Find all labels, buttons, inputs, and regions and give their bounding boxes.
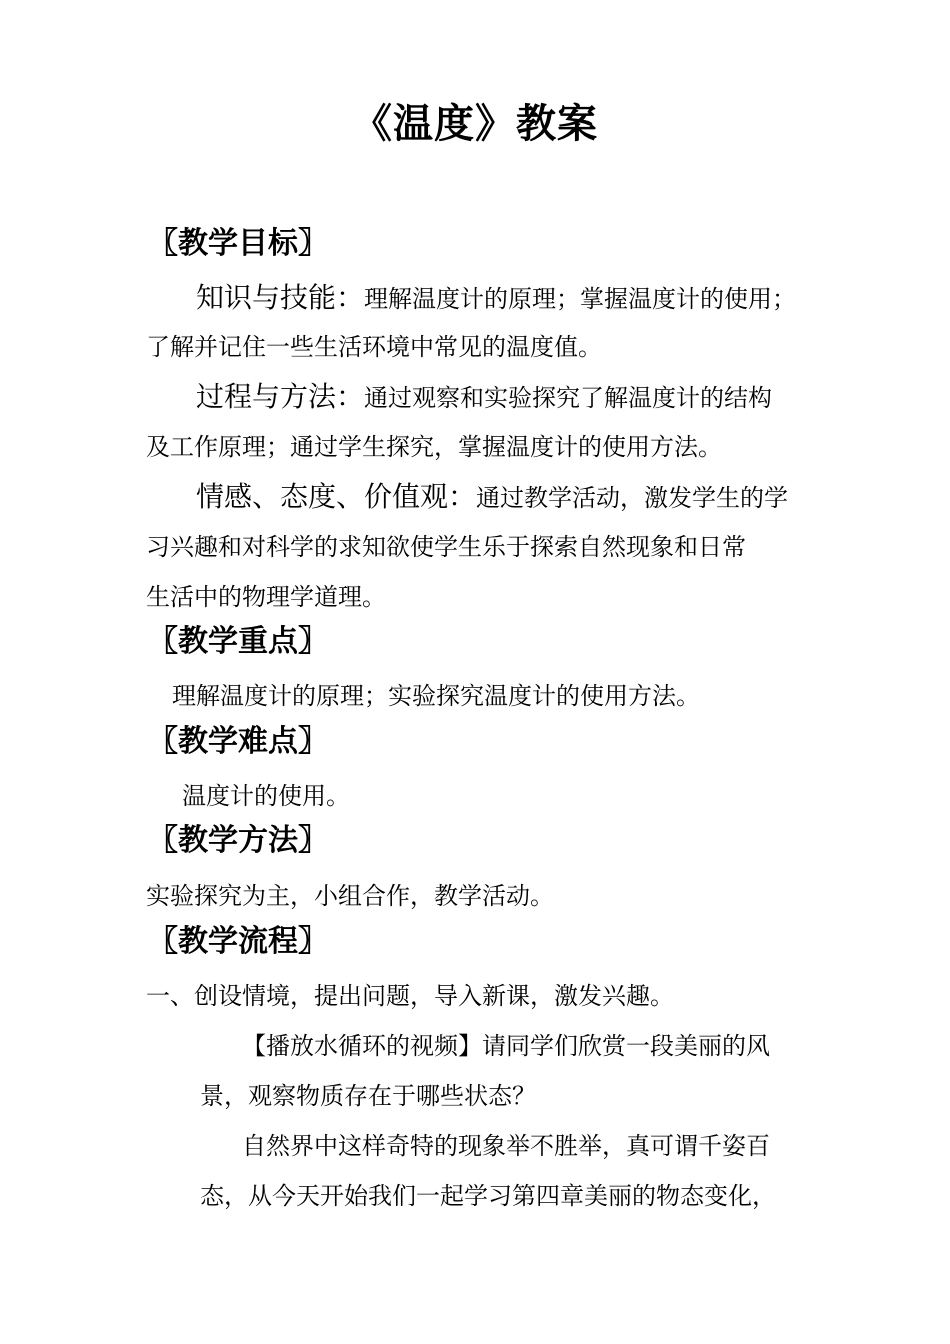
- document-title: 《温度》教案: [352, 101, 598, 147]
- difficulties-text: 温度计的使用。: [182, 782, 350, 810]
- emotion-line-2: 习兴趣和对科学的求知欲使学生乐于探索自然现象和日常: [146, 533, 746, 561]
- methods-text: 实验探究为主，小组合作，教学活动。: [146, 882, 554, 910]
- knowledge-label: 知识与技能：: [196, 281, 365, 314]
- process-paragraph-1-line-1: 【播放水循环的视频】请同学们欣赏一段美丽的风: [242, 1032, 770, 1060]
- knowledge-line-2: 了解并记住一些生活环境中常见的温度值。: [146, 333, 602, 361]
- process-step-1: 一、创设情境，提出问题，导入新课，激发兴趣。: [146, 982, 674, 1010]
- process-paragraph-2-line-2: 态，从今天开始我们一起学习第四章美丽的物态变化，: [200, 1182, 776, 1210]
- key-points-heading: 〖教学重点〗: [148, 624, 328, 659]
- difficulties-heading: 〖教学难点〗: [148, 724, 328, 759]
- process-heading: 〖教学流程〗: [148, 924, 328, 959]
- process-text-1: 通过观察和实验探究了解温度计的结构: [364, 384, 773, 412]
- process-line-2: 及工作原理；通过学生探究，掌握温度计的使用方法。: [146, 433, 722, 461]
- process-label: 过程与方法：: [196, 380, 365, 413]
- key-points-text: 理解温度计的原理；实验探究温度计的使用方法。: [172, 682, 700, 710]
- knowledge-text-1: 理解温度计的原理；掌握温度计的使用；: [364, 285, 797, 313]
- emotion-line-3: 生活中的物理学道理。: [146, 583, 386, 611]
- emotion-line-1: [196, 475, 788, 515]
- objectives-heading: 〖教学目标〗: [148, 226, 328, 261]
- methods-heading: 〖教学方法〗: [148, 823, 328, 858]
- knowledge-line-1: [196, 276, 796, 316]
- process-paragraph-1-line-2: 景，观察物质存在于哪些状态？: [200, 1082, 536, 1110]
- emotion-label: 情感、态度、价值观：: [196, 480, 477, 513]
- process-line-1: [196, 375, 772, 415]
- process-paragraph-2-line-1: 自然界中这样奇特的现象举不胜举，真可谓千姿百: [242, 1132, 770, 1160]
- emotion-text-1: 通过教学活动，激发学生的学: [476, 484, 789, 512]
